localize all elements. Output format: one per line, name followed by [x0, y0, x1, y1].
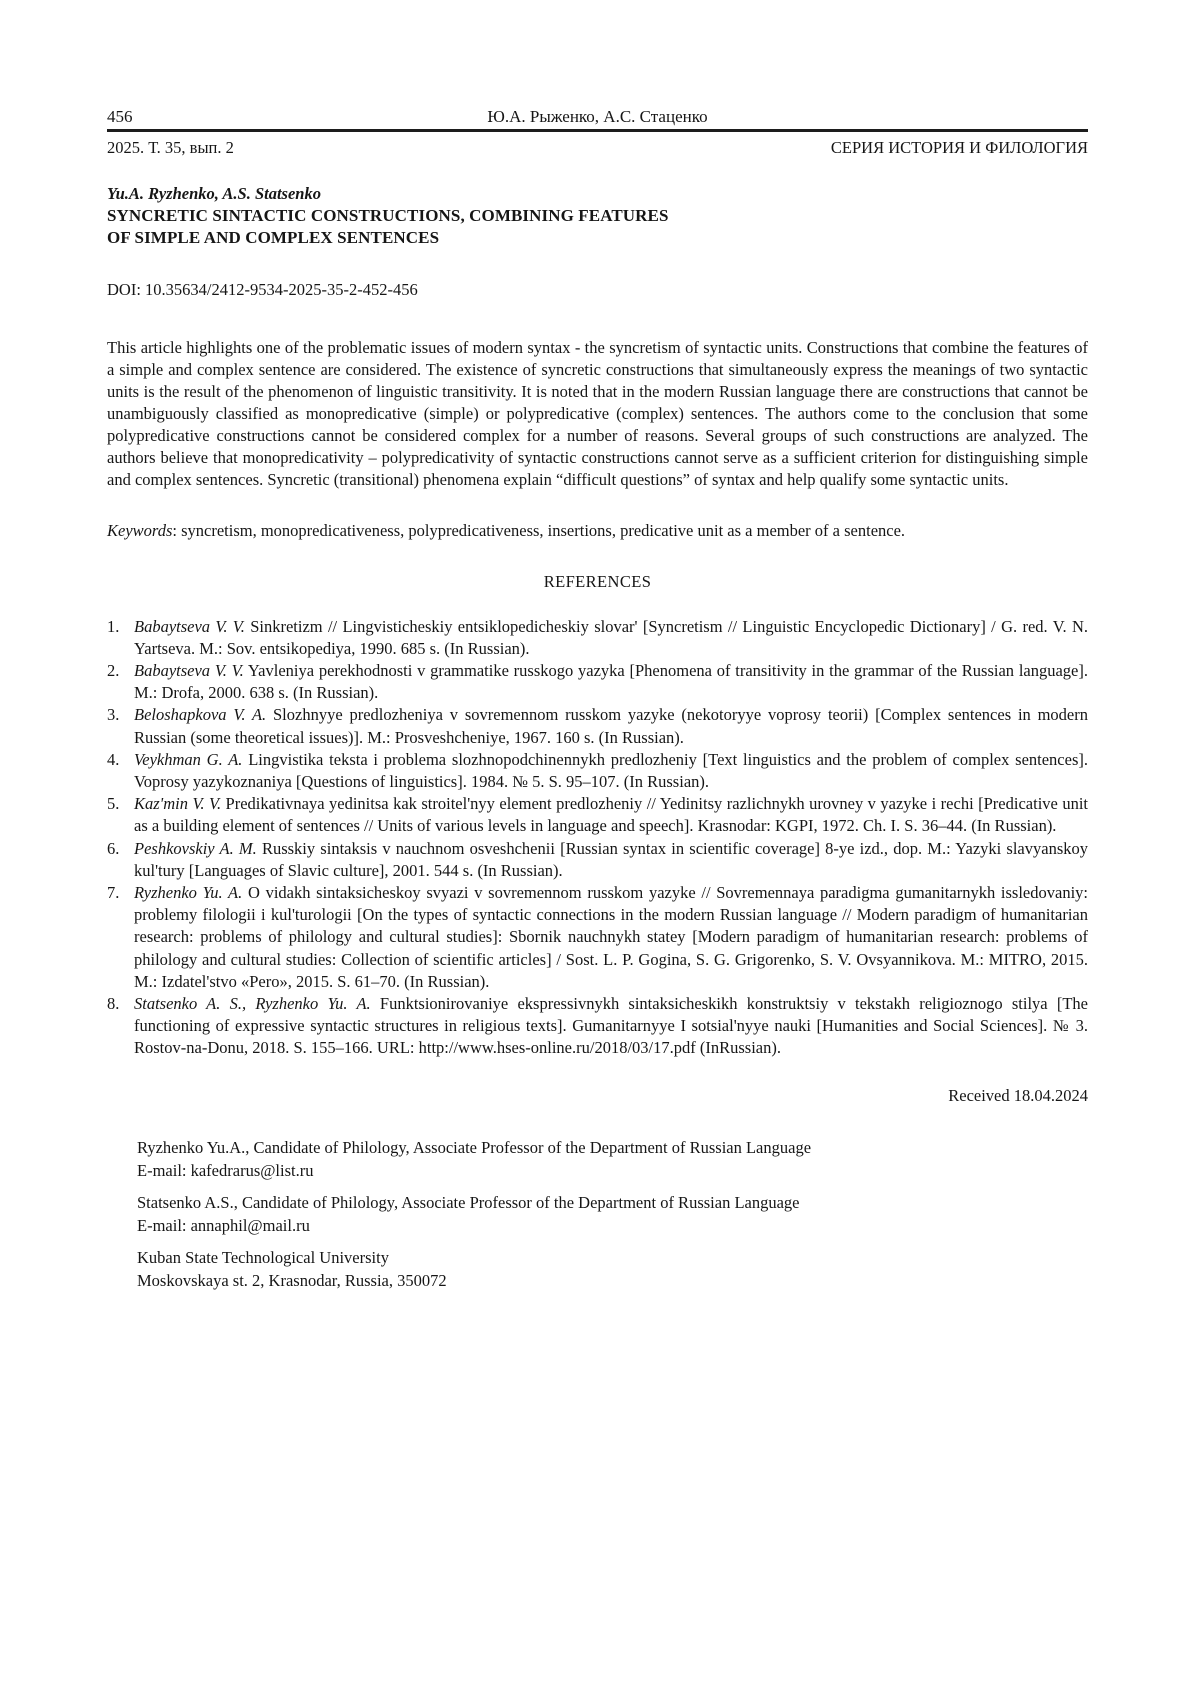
reference-number: 6.	[107, 838, 120, 858]
reference-number: 2.	[107, 660, 120, 680]
article-title	[107, 205, 1088, 249]
reference-text	[134, 793, 1088, 837]
reference-number: 5.	[107, 794, 120, 814]
page-header	[107, 106, 1088, 158]
keywords-text: : syncretism, monopredicativeness, polypredicativeness, insertions, predicative unit as a member of a sentence.	[172, 520, 906, 540]
doi-line: DOI: 10.35634/2412-9534-2025-35-2-452-456	[107, 279, 418, 299]
reference-text	[134, 704, 1088, 748]
reference-number: 3.	[107, 705, 120, 725]
reference-body: Yavleniya perekhodnosti v grammatike russkogo yazyka [Phenomena of transitivity in the grammar of the Russian language]. M.: Drofa, 2000. 638 s. (In Russian).	[134, 660, 1088, 703]
article-title-line-1: SYNCRETIC SINTACTIC CONSTRUCTIONS, COMBINING FEATURES	[107, 205, 669, 225]
contact-name: Statsenko A.S., Candidate of Philology, Associate Professor of the Department of Russian Language	[137, 1192, 800, 1212]
reference-text	[134, 616, 1088, 660]
reference-body: Lingvistika teksta i problema slozhnopodchinennykh predlozheniy [Text linguistics and the problem of complex sentences]. Voprosy yazykoznaniya [Questions of linguistics]. 1984. № 5. S. 95–107. (In Russian).	[134, 749, 1088, 791]
reference-author: Peshkovskiy A. M.	[134, 838, 257, 858]
reference-author: Statsenko A. S., Ryzhenko Yu. A.	[134, 993, 371, 1013]
reference-author: Beloshapkova V. A.	[134, 705, 267, 725]
article-head	[107, 183, 1088, 301]
reference-author: Ryzhenko Yu. A.	[134, 882, 243, 902]
affiliation-group	[137, 1246, 1088, 1292]
affiliation-address: Moskovskaya st. 2, Krasnodar, Russia, 350072	[137, 1270, 447, 1290]
affiliation-name: Kuban State Technological University	[137, 1247, 389, 1267]
header-row-bottom	[107, 137, 1088, 158]
header-row-top	[107, 106, 1088, 129]
reference-text	[134, 749, 1088, 793]
keywords-line	[107, 520, 1088, 542]
reference-body: Predikativnaya yedinitsa kak stroitel'nyy element predlozheniy // Yedinitsy razlichnykh urovney v yazyke i rechi [Predicative unit as a building element of sentences // Units of various levels in language and speech]. Krasnodar: KGPI, 1972. Ch. I. S. 36–44. (In Russian).	[134, 794, 1088, 836]
reference-item	[107, 616, 1088, 660]
reference-item	[107, 793, 1088, 837]
reference-body: Funktsionirovaniye ekspressivnykh sintaksicheskikh konstruktsiy v tekstakh religioznogo stilya [The functioning of expressive syntactic structures in religious texts]. Gumanitarnyye I sotsial'nyye nauki [Humanities and Social Sciences]. № 3. Rostov-na-Donu, 2018. S. 155–166. URL: http://www.hses-online.ru/2018/03/17.pdf (InRussian).	[134, 993, 1088, 1058]
abstract-paragraph: This article highlights one of the problematic issues of modern syntax - the syncretism of syntactic units. Constructions that combine the features of a simple and complex sentence are considered. The existence of syncretic constructions that simultaneously express the meanings of two syntactic units is the result of the phenomenon of linguistic transitivity. It is noted that in the modern Russian language there are constructions that cannot be unambiguously classified as monopredicative (simple) or polypredicative (complex) sentences. The authors come to the conclusion that some polypredicative constructions cannot be considered complex for a number of reasons. Several groups of such constructions are analyzed. The authors believe that monopredicativity – polypredicativity of syntactic constructions cannot serve as a sufficient criterion for distinguishing simple and complex sentences. Syncretic (transitional) phenomena explain “difficult questions” of syntax and help qualify some syntactic units.	[107, 337, 1088, 489]
received-date: Received 18.04.2024	[948, 1085, 1088, 1105]
running-head-authors: Ю.А. Рыженко, А.С. Стаценко	[487, 107, 708, 126]
article-authors: Yu.A. Ryzhenko, A.S. Statsenko	[107, 183, 321, 203]
article-title-line-2: OF SIMPLE AND COMPLEX SENTENCES	[107, 227, 440, 247]
keywords-label: Keywords	[107, 520, 173, 540]
references-list	[107, 616, 1088, 1060]
reference-text	[134, 660, 1088, 704]
reference-number: 7.	[107, 882, 120, 902]
reference-item	[107, 749, 1088, 793]
reference-text	[134, 993, 1088, 1060]
contact-name: Ryzhenko Yu.A., Candidate of Philology, Associate Professor of the Department of Russian Language	[137, 1137, 812, 1157]
header-rule	[107, 129, 1088, 132]
reference-body: Sinkretizm // Lingvisticheskiy entsiklopedicheskiy slovar' [Syncretism // Linguistic Encyclopedic Dictionary] / G. red. V. N. Yartseva. M.: Sov. entsikopediya, 1990. 685 s. (In Russian).	[134, 616, 1088, 658]
reference-item	[107, 704, 1088, 748]
reference-number: 1.	[107, 616, 120, 636]
reference-author: Kaz'min V. V.	[134, 794, 222, 814]
references-heading: REFERENCES	[543, 571, 652, 591]
reference-body: Slozhnyye predlozheniya v sovremennom russkom yazyke (nekotoryye voprosy teorii) [Complex sentences in modern Russian (some theoretical issues)]. M.: Prosveshcheniye, 1967. 160 s. (In Russian).	[134, 705, 1088, 747]
reference-text	[134, 882, 1088, 993]
series-title: СЕРИЯ ИСТОРИЯ И ФИЛОЛОГИЯ	[830, 137, 1088, 157]
reference-item	[107, 838, 1088, 882]
contact-group	[137, 1191, 1088, 1237]
reference-item	[107, 660, 1088, 704]
reference-text	[134, 838, 1088, 882]
reference-author: Veykhman G. A.	[134, 749, 243, 769]
contacts-block	[137, 1136, 1088, 1292]
page-number: 456	[107, 107, 133, 126]
contact-group	[137, 1136, 1088, 1182]
issue-info: 2025. Т. 35, вып. 2	[107, 137, 234, 157]
contact-email: E-mail: kafedrarus@list.ru	[137, 1160, 314, 1180]
reference-item	[107, 993, 1088, 1060]
reference-body: O vidakh sintaksicheskoy svyazi v sovremennom russkom yazyke // Sovremennaya paradigma gumanitarnykh issledovaniy: problemy filologii i kul'turologii [On the types of syntactic connections in the modern Russian language // Modern paradigm of humanitarian research: problems of philology and cultural studies]: Sbornik nauchnykh statey [Modern paradigm of humanitarian research: problems of philology and cultural studies: Collection of scientific articles] / Sost. L. P. Gogina, S. G. Grigorenko, S. V. Ovsyannikova. M.: MITRO, 2015. M.: Izdatel'stvo «Pero», 2015. S. 61–70. (In Russian).	[134, 882, 1088, 991]
contact-email: E-mail: annaphil@mail.ru	[137, 1215, 310, 1235]
reference-body: Russkiy sintaksis v nauchnom osveshchenii [Russian syntax in scientific coverage] 8-ye izd., dop. M.: Yazyki slavyanskoy kul'tury [Languages of Slavic culture], 2001. 544 s. (In Russian).	[134, 838, 1088, 880]
reference-number: 4.	[107, 749, 120, 769]
reference-item	[107, 882, 1088, 993]
reference-author: Babaytseva V. V.	[134, 616, 245, 636]
reference-author: Babaytseva V. V.	[134, 660, 244, 680]
reference-number: 8.	[107, 993, 120, 1013]
